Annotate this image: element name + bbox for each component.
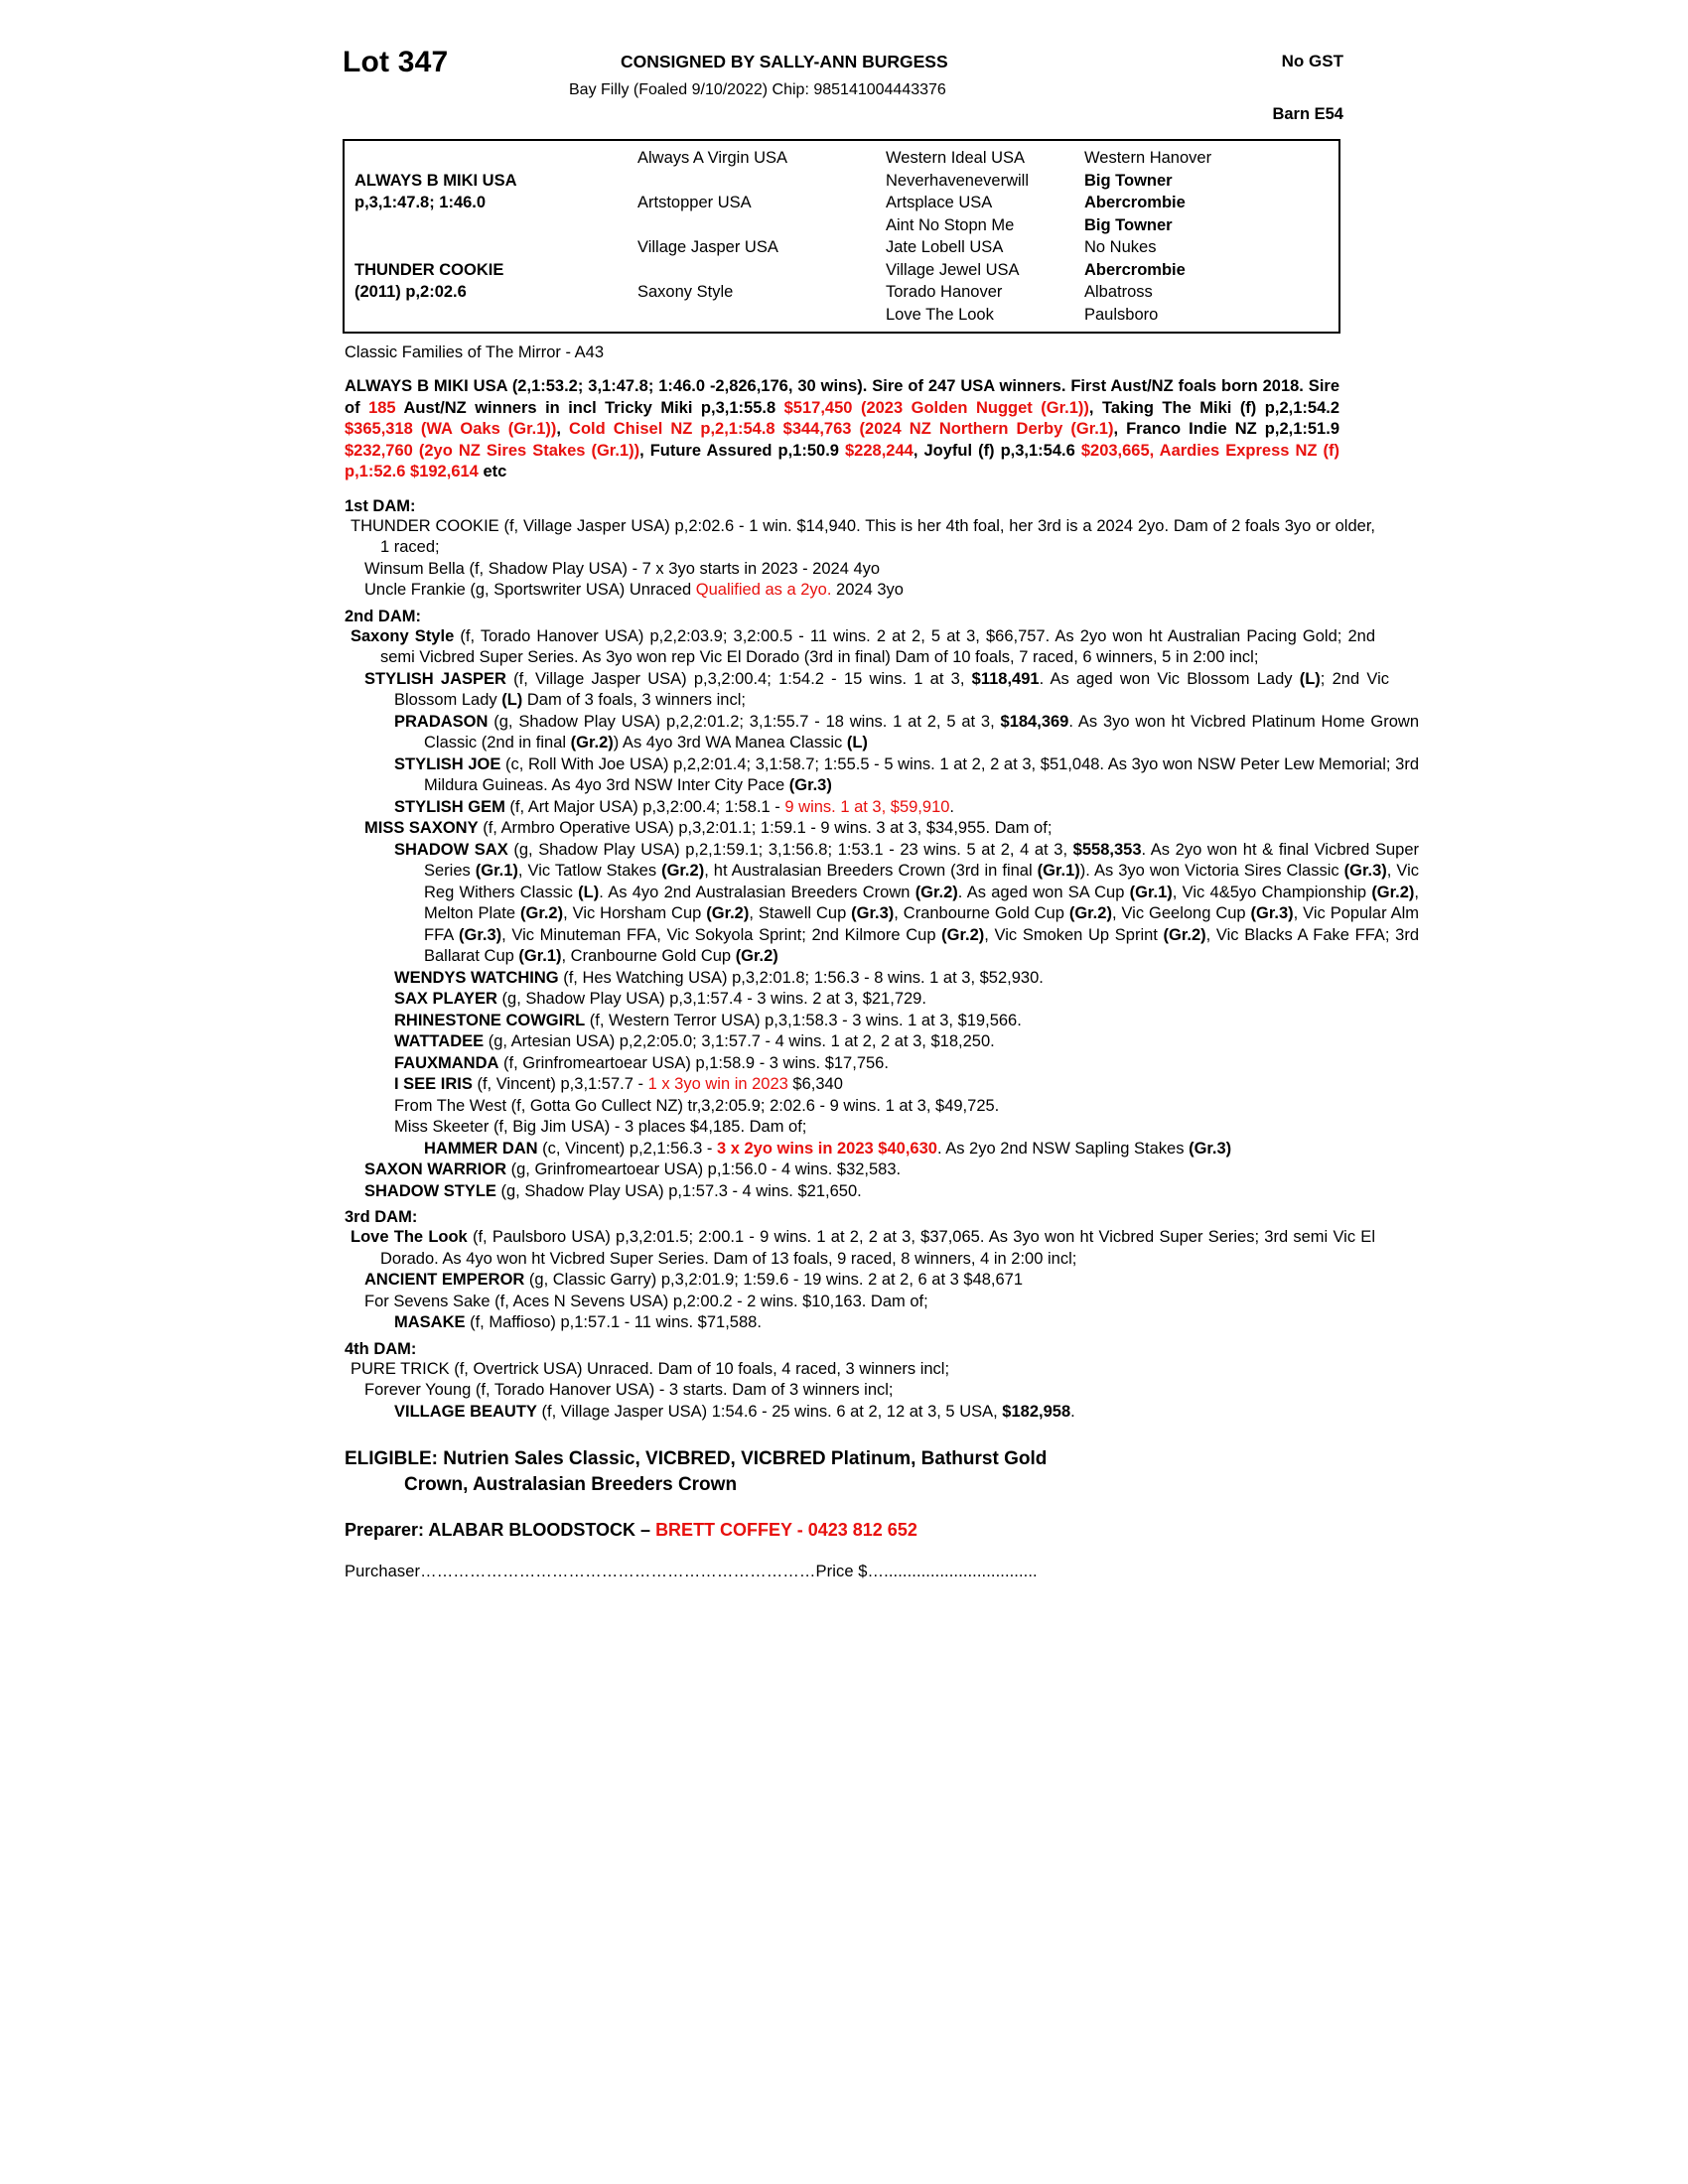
sj-earnings: $118,491 <box>971 669 1040 688</box>
rhinestone-text: (f, Western Terror USA) p,3,1:58.3 - 3 wins. 1 at 3, $19,566. <box>585 1011 1022 1029</box>
pedigree-table <box>343 139 1340 334</box>
sire-red-1: 185 <box>368 398 396 417</box>
third-dam-entry <box>343 1227 1375 1270</box>
progeny-from-the-west: From The West (f, Gotta Go Cullect NZ) tr,3,2:05.9; 2:02.6 - 9 wins. 1 at 3, $49,725. <box>394 1096 1000 1115</box>
rhinestone-name: RHINESTONE COWGIRL <box>394 1011 586 1029</box>
vb-t1: (f, Village Jasper USA) 1:54.6 - 25 wins. 6 at 2, 12 at 3, 5 USA, <box>536 1402 1003 1421</box>
sj-t4: Dam of 3 foals, 3 winners incl; <box>522 691 746 709</box>
wattadee-text: (g, Artesian USA) p,2,2:05.0; 3,1:57.7 - 4 wins. 1 at 2, 2 at 3, $18,250. <box>484 1032 995 1050</box>
preparer-line <box>345 1520 1345 1541</box>
sire-red-3: (2023 Golden Nugget (Gr.1)) <box>860 398 1089 417</box>
ss-t9: , Vic 4&5yo Championship <box>1172 883 1372 901</box>
sire-text-9: etc <box>478 463 507 480</box>
ss-t1: (g, Shadow Play USA) p,2,1:59.1; 3,1:56.8; 1:53.1 - 23 wins. 5 at 2, 4 at 3, <box>507 840 1073 859</box>
ss-t18: , Vic Blacks A Fake FFA; 3rd Ballarat Cup <box>424 925 1419 965</box>
sire-red-6: $232,760 (2yo NZ Sires Stakes (Gr.1)) <box>345 441 640 460</box>
sire-summary <box>345 376 1339 483</box>
sj-b3: (L) <box>501 691 523 709</box>
progeny-stylish-gem <box>343 797 1419 819</box>
ped4-line-2: Big Towner <box>1084 171 1173 190</box>
ss-t19: , Cranbourne Gold Cup <box>561 947 736 965</box>
sax-player-text: (g, Shadow Play USA) p,3,1:57.4 - 3 wins. 2 at 3, $21,729. <box>496 990 926 1008</box>
ss-b4: (Gr.1) <box>1037 862 1080 880</box>
ss-t14: , Vic Geelong Cup <box>1111 904 1251 922</box>
stylish-gem-name: STYLISH GEM <box>394 797 505 816</box>
ped4-line-7: Albatross <box>1084 283 1153 301</box>
progeny-stylish-joe <box>343 754 1419 797</box>
purchaser-price-line: Purchaser………………………………………………………………Price $…................................. <box>345 1563 1038 1580</box>
ss-b15: (Gr.3) <box>459 925 502 944</box>
hammer-dan-name: HAMMER DAN <box>424 1139 538 1158</box>
fourth-dam-entry: PURE TRICK (f, Overtrick USA) Unraced. Dam of 10 foals, 4 raced, 3 winners incl; <box>351 1359 950 1378</box>
stylish-jasper-name: STYLISH JASPER <box>364 669 506 688</box>
consignor-line: CONSIGNED BY SALLY-ANN BURGESS <box>621 52 948 71</box>
ss-t3: , Vic Tatlow Stakes <box>517 862 662 880</box>
ped4-line-5: No Nukes <box>1084 238 1157 256</box>
sale-sheet <box>343 40 1420 1581</box>
progeny-i-see-iris <box>343 1074 1419 1096</box>
ss-t13: , Cranbourne Gold Cup <box>894 904 1069 922</box>
sj-b2: (L) <box>1299 669 1321 688</box>
saxon-warrior-text: (g, Grinfromeartoear USA) p,1:56.0 - 4 wins. $32,583. <box>506 1160 902 1178</box>
ss-b16: (Gr.2) <box>941 925 985 944</box>
shadow-style-name: SHADOW STYLE <box>364 1181 496 1200</box>
pr-b3: (L) <box>846 734 868 751</box>
ss-t15: , Vic Popular Alm FFA <box>424 904 1420 944</box>
shadow-style-text: (g, Shadow Play USA) p,1:57.3 - 4 wins. $21,650. <box>495 1181 862 1200</box>
preparer-contact: BRETT COFFEY - 0423 812 652 <box>655 1520 917 1540</box>
pedigree-column-4 <box>1084 147 1333 326</box>
progeny-for-sevens-sake: For Sevens Sake (f, Aces N Sevens USA) p,2:00.2 - 2 wins. $10,163. Dam of; <box>364 1292 928 1310</box>
ms-t1: (f, Armbro Operative USA) p,3,2:01.1; 1:59.1 - 9 wins. 3 at 3, $34,955. Dam of; <box>478 819 1053 837</box>
progeny-stylish-jasper <box>343 669 1389 712</box>
progeny-shadow-style <box>343 1181 1389 1203</box>
ss-b5: (Gr.3) <box>1343 862 1387 880</box>
foal-2-qualified: Qualified as a 2yo. <box>695 581 832 599</box>
sg-t1: (f, Art Major USA) p,3,2:00.4; 1:58.1 - <box>504 797 785 816</box>
ss-t7: . As 4yo 2nd Australasian Breeders Crown <box>599 883 915 901</box>
lot-number: Lot 347 <box>343 46 449 78</box>
hd-b1: (Gr.3) <box>1189 1139 1232 1158</box>
sj-t1: (f, Village Jasper USA) p,3,2:00.4; 1:54.2 - 15 wins. 1 at 3, <box>505 669 972 688</box>
pedigree-column-2 <box>637 147 886 304</box>
ss-b14: (Gr.3) <box>1250 904 1294 922</box>
hd-red: 3 x 2yo wins in 2023 $40,630 <box>716 1139 937 1158</box>
ss-t4: , ht Australasian Breeders Crown (3rd in final <box>704 862 1038 880</box>
sax-player-name: SAX PLAYER <box>394 990 497 1008</box>
ped3-line-6: Village Jewel USA <box>886 260 1020 279</box>
ped4-line-6: Abercrombie <box>1084 260 1186 279</box>
ss-t5: ). As 3yo won Victoria Sires Classic <box>1079 862 1344 880</box>
eligibility-note <box>345 1446 1298 1498</box>
progeny-masake <box>343 1312 1419 1334</box>
pr-t1: (g, Shadow Play USA) p,2,2:01.2; 3,1:55.7 - 18 wins. 1 at 2, 5 at 3, <box>488 712 1001 731</box>
progeny-fauxmanda <box>343 1053 1419 1075</box>
ss-b7: (Gr.2) <box>914 883 958 901</box>
pr-t3: ) As 4yo 3rd WA Manea Classic <box>613 734 847 751</box>
vb-t2: . <box>1070 1402 1075 1421</box>
progeny-village-beauty <box>343 1402 1419 1424</box>
eligibility-line-2: Crown, Australasian Breeders Crown <box>404 1474 738 1495</box>
sire-text-1: ALWAYS B MIKI USA (2,1:53.2; 3,1:47.8; 1:46.0 -2,826,176, 30 wins). Sire of 247 USA winners. First Aust/NZ foals born 2018. Sire of <box>345 377 1339 417</box>
sire-red-7: $228,244 <box>845 441 914 460</box>
sg-red: 9 wins. 1 at 3, $59,910 <box>784 797 950 816</box>
ss-b11: (Gr.2) <box>706 904 750 922</box>
pedigree-column-3 <box>886 147 1084 326</box>
wattadee-name: WATTADEE <box>394 1032 485 1050</box>
hd-t1: (c, Vincent) p,2,1:56.3 - <box>537 1139 717 1158</box>
sire-text-7: , Future Assured p,1:50.9 <box>639 441 845 460</box>
ped2-line-3: Village Jasper USA <box>637 238 778 256</box>
second-dam-entry <box>343 626 1375 669</box>
first-dam-foal-1: Winsum Bella (f, Shadow Play USA) - 7 x 3yo starts in 2023 - 2024 4yo <box>364 559 881 578</box>
hd-t2: . As 2yo 2nd NSW Sapling Stakes <box>936 1139 1190 1158</box>
ped2-line-1: Always A Virgin USA <box>637 149 788 167</box>
ped4-line-3: Abercrombie <box>1084 194 1186 211</box>
sire-record: p,3,1:47.8; 1:46.0 <box>354 194 487 211</box>
masake-text: (f, Maffioso) p,1:57.1 - 11 wins. $71,588. <box>465 1313 762 1331</box>
ss-b13: (Gr.2) <box>1068 904 1112 922</box>
ss-t6: , Vic Reg Withers Classic <box>424 862 1420 901</box>
third-dam-heading: 3rd DAM: <box>345 1208 418 1226</box>
page-header <box>343 40 1345 131</box>
ss-b19: (Gr.2) <box>735 947 778 965</box>
sire-text-2: Aust/NZ winners in incl Tricky Miki p,3,1:55.8 <box>395 398 784 417</box>
ancient-text: (g, Classic Garry) p,3,2:01.9; 1:59.6 - 19 wins. 2 at 2, 6 at 3 $48,671 <box>524 1271 1024 1289</box>
ped2-line-2: Artstopper USA <box>637 194 752 211</box>
masake-name: MASAKE <box>394 1313 466 1331</box>
fauxmanda-name: FAUXMANDA <box>394 1053 499 1072</box>
barn-number: Barn E54 <box>1272 105 1343 123</box>
sire-text-5: , <box>556 420 570 438</box>
first-dam-foal-2 <box>343 580 1359 602</box>
ped3-line-5: Jate Lobell USA <box>886 238 1004 256</box>
progeny-ancient-emperor <box>343 1270 1389 1292</box>
pedigree-column-1 <box>354 147 637 304</box>
ped3-line-8: Love The Look <box>886 305 994 324</box>
ss-t8: . As aged won SA Cup <box>957 883 1130 901</box>
ped3-line-4: Aint No Stopn Me <box>886 215 1015 234</box>
progeny-pradason <box>343 712 1419 754</box>
ss-t17: , Vic Smoken Up Sprint <box>984 925 1164 944</box>
sire-name: ALWAYS B MIKI USA <box>354 171 517 190</box>
village-beauty-name: VILLAGE BEAUTY <box>394 1402 537 1421</box>
ped4-line-8: Paulsboro <box>1084 305 1159 324</box>
progeny-shadow-sax <box>343 840 1419 968</box>
sire-text-4: , Taking The Miki (f) p,2,1:54.2 <box>1088 398 1340 417</box>
dam-name: THUNDER COOKIE <box>354 260 504 279</box>
sire-text-3 <box>852 399 861 417</box>
isee-t2: $6,340 <box>787 1075 843 1093</box>
ped4-line-4: Big Towner <box>1084 215 1173 234</box>
second-dam-heading: 2nd DAM: <box>345 607 421 625</box>
progeny-wendys-watching <box>343 968 1419 990</box>
shadow-sax-name: SHADOW SAX <box>394 840 508 859</box>
progeny-rhinestone-cowgirl <box>343 1011 1419 1032</box>
second-dam-name: Saxony Style <box>351 626 455 645</box>
foal-2-text-b: 2024 3yo <box>831 581 904 599</box>
ss-b8: (Gr.1) <box>1129 883 1173 901</box>
third-dam-text: (f, Paulsboro USA) p,3,2:01.5; 2:00.1 - 9 wins. 1 at 2, 2 at 3, $37,065. As 3yo won ht Vicbred Super Series; 3rd semi Vic El Dorado. As 4yo won ht Vicbred Super Series. Dam of 13 foals, 9 raced, 8 winners, 4 in 2:00 incl; <box>380 1228 1375 1268</box>
wendys-text: (f, Hes Watching USA) p,3,2:01.8; 1:56.3 - 8 wins. 1 at 3, $52,930. <box>558 968 1044 987</box>
ss-b3: (Gr.2) <box>661 862 705 880</box>
ss-b9: (Gr.2) <box>1371 883 1415 901</box>
ss-b17: (Gr.2) <box>1163 925 1206 944</box>
sjo-t1: (c, Roll With Joe USA) p,2,2:01.4; 3,1:58.7; 1:55.5 - 5 wins. 1 at 2, 2 at 3, $51,048. As 3yo won NSW Peter Lew Memorial; 3rd Mildura Guineas. As 4yo 3rd NSW Inter City Pace <box>424 754 1419 794</box>
fauxmanda-text: (f, Grinfromeartoear USA) p,1:58.9 - 3 wins. $17,756. <box>498 1053 889 1072</box>
progeny-hammer-dan <box>343 1139 1449 1160</box>
second-dam-text: (f, Torado Hanover USA) p,2,2:03.9; 3,2:00.5 - 11 wins. 2 at 2, 5 at 3, $66,757. As 2yo won ht Australian Pacing Gold; 2nd semi Vicbred Super Series. As 3yo won rep Vic El Dorado (3rd in final) Dam of 10 foals, 7 raced, 6 winners, 5 in 2:00 incl; <box>380 626 1375 666</box>
ped3-line-1: Western Ideal USA <box>886 149 1026 167</box>
first-dam-heading: 1st DAM: <box>345 496 416 515</box>
pr-t2: . As 3yo won ht Vicbred Platinum Home Grown Classic (2nd in final <box>424 712 1419 751</box>
ss-t10: , Melton Plate <box>424 883 1420 922</box>
miss-saxony-name: MISS SAXONY <box>364 819 479 837</box>
eligibility-line-1: ELIGIBLE: Nutrien Sales Classic, VICBRED, VICBRED Platinum, Bathurst Gold <box>345 1448 1048 1469</box>
fourth-dam-heading: 4th DAM: <box>345 1339 417 1358</box>
ped3-line-3: Artsplace USA <box>886 194 993 211</box>
ped3-line-2: Neverhaveneverwill <box>886 171 1029 190</box>
progeny-miss-saxony <box>343 818 1389 840</box>
sire-red-8: $203,665, Aardies Express NZ (f) p,1:52.6 $192,614 <box>345 441 1339 480</box>
progeny-saxon-warrior <box>343 1160 1389 1181</box>
sire-red-5: Cold Chisel NZ p,2,1:54.8 $344,763 (2024 NZ Northern Derby (Gr.1) <box>569 420 1114 438</box>
i-see-iris-name: I SEE IRIS <box>394 1075 473 1093</box>
sj-t2: . As aged won Vic Blossom Lady <box>1039 669 1300 688</box>
vb-earnings: $182,958 <box>1002 1402 1071 1421</box>
ped3-line-7: Torado Hanover <box>886 283 1003 301</box>
wendys-name: WENDYS WATCHING <box>394 968 559 987</box>
classic-family-line: Classic Families of The Mirror - A43 <box>345 343 605 361</box>
first-dam-entry: THUNDER COOKIE (f, Village Jasper USA) p,2:02.6 - 1 win. $14,940. This is her 4th foal, her 3rd is a 2024 2yo. Dam of 2 foals 3yo or older, 1 raced; <box>351 516 1375 556</box>
saxon-warrior-name: SAXON WARRIOR <box>364 1160 507 1178</box>
sire-text-6: , Franco Indie NZ p,2,1:51.9 <box>1113 420 1339 438</box>
pradason-name: PRADASON <box>394 712 489 731</box>
ss-b2: (Gr.1) <box>475 862 518 880</box>
ss-b18: (Gr.1) <box>518 947 562 965</box>
stylish-joe-name: STYLISH JOE <box>394 754 501 773</box>
ped2-line-4: Saxony Style <box>637 283 734 301</box>
ss-b6: (L) <box>578 883 600 901</box>
ss-b12: (Gr.3) <box>851 904 895 922</box>
progeny-forever-young: Forever Young (f, Torado Hanover USA) - 3 starts. Dam of 3 winners incl; <box>364 1381 894 1399</box>
sj-t3: ; 2nd Vic Blossom Lady <box>394 669 1389 709</box>
isee-red: 1 x 3yo win in 2023 <box>647 1075 788 1093</box>
ped4-line-1: Western Hanover <box>1084 149 1212 167</box>
pr-b2: (Gr.2) <box>570 734 614 751</box>
dam-record: (2011) p,2:02.6 <box>354 283 467 301</box>
ss-b10: (Gr.2) <box>520 904 564 922</box>
sg-t2: . <box>949 797 955 816</box>
progeny-miss-skeeter: Miss Skeeter (f, Big Jim USA) - 3 places $4,185. Dam of; <box>394 1118 807 1136</box>
ancient-emperor-name: ANCIENT EMPEROR <box>364 1271 525 1289</box>
sjo-b1: (Gr.3) <box>788 776 832 794</box>
third-dam-name: Love The Look <box>351 1228 468 1246</box>
foaling-details: Bay Filly (Foaled 9/10/2022) Chip: 985141004443376 <box>569 81 946 98</box>
foal-2-text-a: Uncle Frankie (g, Sportswriter USA) Unraced <box>364 581 696 599</box>
progeny-wattadee <box>343 1031 1419 1053</box>
sire-red-4: $365,318 (WA Oaks (Gr.1)) <box>345 420 557 438</box>
gst-status: No GST <box>1281 52 1343 70</box>
pr-earnings: $184,369 <box>1000 712 1069 731</box>
ss-t2: . As 2yo won ht & final Vicbred Super Series <box>424 840 1420 880</box>
ss-t16: , Vic Minuteman FFA, Vic Sokyola Sprint; 2nd Kilmore Cup <box>501 925 942 944</box>
isee-t1: (f, Vincent) p,3,1:57.7 - <box>472 1075 648 1093</box>
sire-red-2: $517,450 <box>783 398 853 417</box>
preparer-label: Preparer: ALABAR BLOODSTOCK – <box>345 1520 656 1540</box>
sire-text-8: , Joyful (f) p,3,1:54.6 <box>913 441 1081 460</box>
ss-t11: , Vic Horsham Cup <box>563 904 707 922</box>
ss-earnings: $558,353 <box>1072 840 1142 859</box>
ss-t12: , Stawell Cup <box>749 904 852 922</box>
progeny-sax-player <box>343 989 1419 1011</box>
